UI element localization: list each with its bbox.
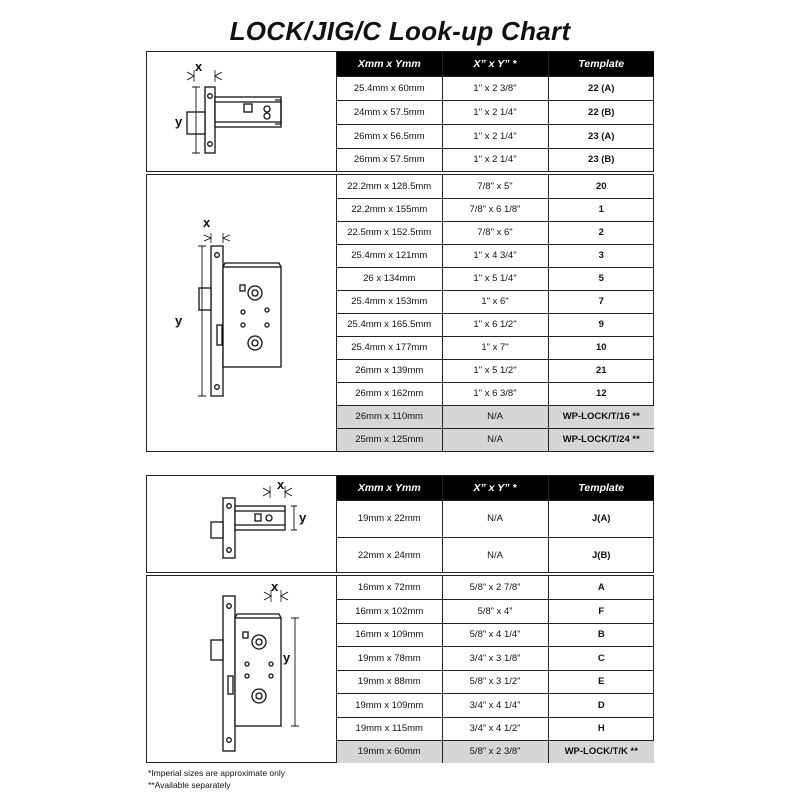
block-mortice-lock	[146, 174, 654, 452]
tubular-latch-diagram	[147, 52, 337, 171]
table-row: 25.4mm x 153mm 1" x 6" 7	[337, 290, 654, 313]
table-row: 16mm x 72mm 5/8” x 2 7/8” A	[337, 576, 654, 600]
block-sash-lock	[146, 575, 654, 763]
table-row: 24mm x 57.5mm 1" x 2 1/4" 22 (B)	[337, 100, 654, 124]
mortice-lock-diagram	[147, 175, 337, 451]
table-row: 16mm x 102mm 5/8” x 4” F	[337, 600, 654, 624]
table-row: 26mm x 162mm 1" x 6 3/8" 12	[337, 382, 654, 405]
small-latch-diagram	[147, 476, 337, 572]
table-mortice-lock	[337, 175, 654, 451]
x-dim-label: x	[271, 579, 279, 594]
x-dim-label: x	[277, 477, 285, 492]
tubular-latch-icon	[147, 52, 336, 173]
col-header-mm: Xmm x Ymm	[337, 52, 442, 76]
table-row: 19mm x 115mm 3/4” x 4 1/2” H	[337, 717, 654, 741]
col-header-template: Template	[548, 52, 654, 76]
footnote-separate: **Available separately	[148, 780, 231, 790]
table-row: 19mm x 109mm 3/4” x 4 1/4” D	[337, 694, 654, 718]
table-row: 26mm x 110mm N/A WP-LOCK/T/16 **	[337, 405, 654, 428]
mortice-lock-icon	[147, 175, 336, 453]
table-row: 16mm x 109mm 5/8” x 4 1/4” B	[337, 623, 654, 647]
table-small-latch	[337, 476, 654, 573]
col-header-template: Template	[548, 476, 654, 500]
sash-lock-diagram	[147, 576, 337, 762]
table-tubular-latch	[337, 52, 654, 171]
page-title: LOCK/JIG/C Look-up Chart	[229, 16, 571, 46]
table-row: 26 x 134mm 1" x 5 1/4" 5	[337, 267, 654, 290]
table-row: 25mm x 125mm N/A WP-LOCK/T/24 **	[337, 428, 654, 451]
sash-lock-icon	[147, 576, 336, 764]
col-header-mm: Xmm x Ymm	[337, 476, 442, 500]
table-sash-lock	[337, 576, 654, 763]
table-row: 25.4mm x 121mm 1" x 4 3/4" 3	[337, 244, 654, 267]
table-row: 26mm x 56.5mm 1" x 2 1/4" 23 (A)	[337, 124, 654, 148]
block-small-latch	[146, 475, 654, 573]
table-row: 22.2mm x 155mm 7/8" x 6 1/8" 1	[337, 198, 654, 221]
y-dim-label: y	[283, 650, 291, 665]
small-latch-icon	[147, 476, 336, 574]
block-tubular-latch	[146, 51, 654, 172]
x-dim-label: x	[203, 215, 211, 230]
col-header-inch: X” x Y” *	[442, 476, 548, 500]
table-row: 19mm x 60mm 5/8” x 2 3/8” WP-LOCK/T/K **	[337, 741, 654, 763]
x-dim-label: x	[195, 59, 203, 74]
table-row: 19mm x 88mm 5/8” x 3 1/2” E	[337, 670, 654, 694]
table-row: 25.4mm x 177mm 1" x 7" 10	[337, 336, 654, 359]
y-dim-label: y	[299, 510, 307, 525]
y-dim-label: y	[175, 313, 183, 328]
table-row: 26mm x 139mm 1" x 5 1/2" 21	[337, 359, 654, 382]
y-dim-label: y	[175, 114, 183, 129]
footnote-imperial: *Imperial sizes are approximate only	[148, 768, 286, 778]
table-row: 22mm x 24mm N/A J(B)	[337, 537, 654, 573]
table-row: 26mm x 57.5mm 1" x 2 1/4" 23 (B)	[337, 148, 654, 171]
table-row: 22.5mm x 152.5mm 7/8" x 6" 2	[337, 221, 654, 244]
table-row: 19mm x 78mm 3/4” x 3 1/8” C	[337, 647, 654, 671]
table-row: 19mm x 22mm N/A J(A)	[337, 500, 654, 537]
table-row: 25.4mm x 165.5mm 1" x 6 1/2" 9	[337, 313, 654, 336]
table-row: 25.4mm x 60mm 1" x 2 3/8" 22 (A)	[337, 76, 654, 100]
table-row: 22.2mm x 128.5mm 7/8" x 5" 20	[337, 175, 654, 198]
col-header-inch: X” x Y” *	[442, 52, 548, 76]
